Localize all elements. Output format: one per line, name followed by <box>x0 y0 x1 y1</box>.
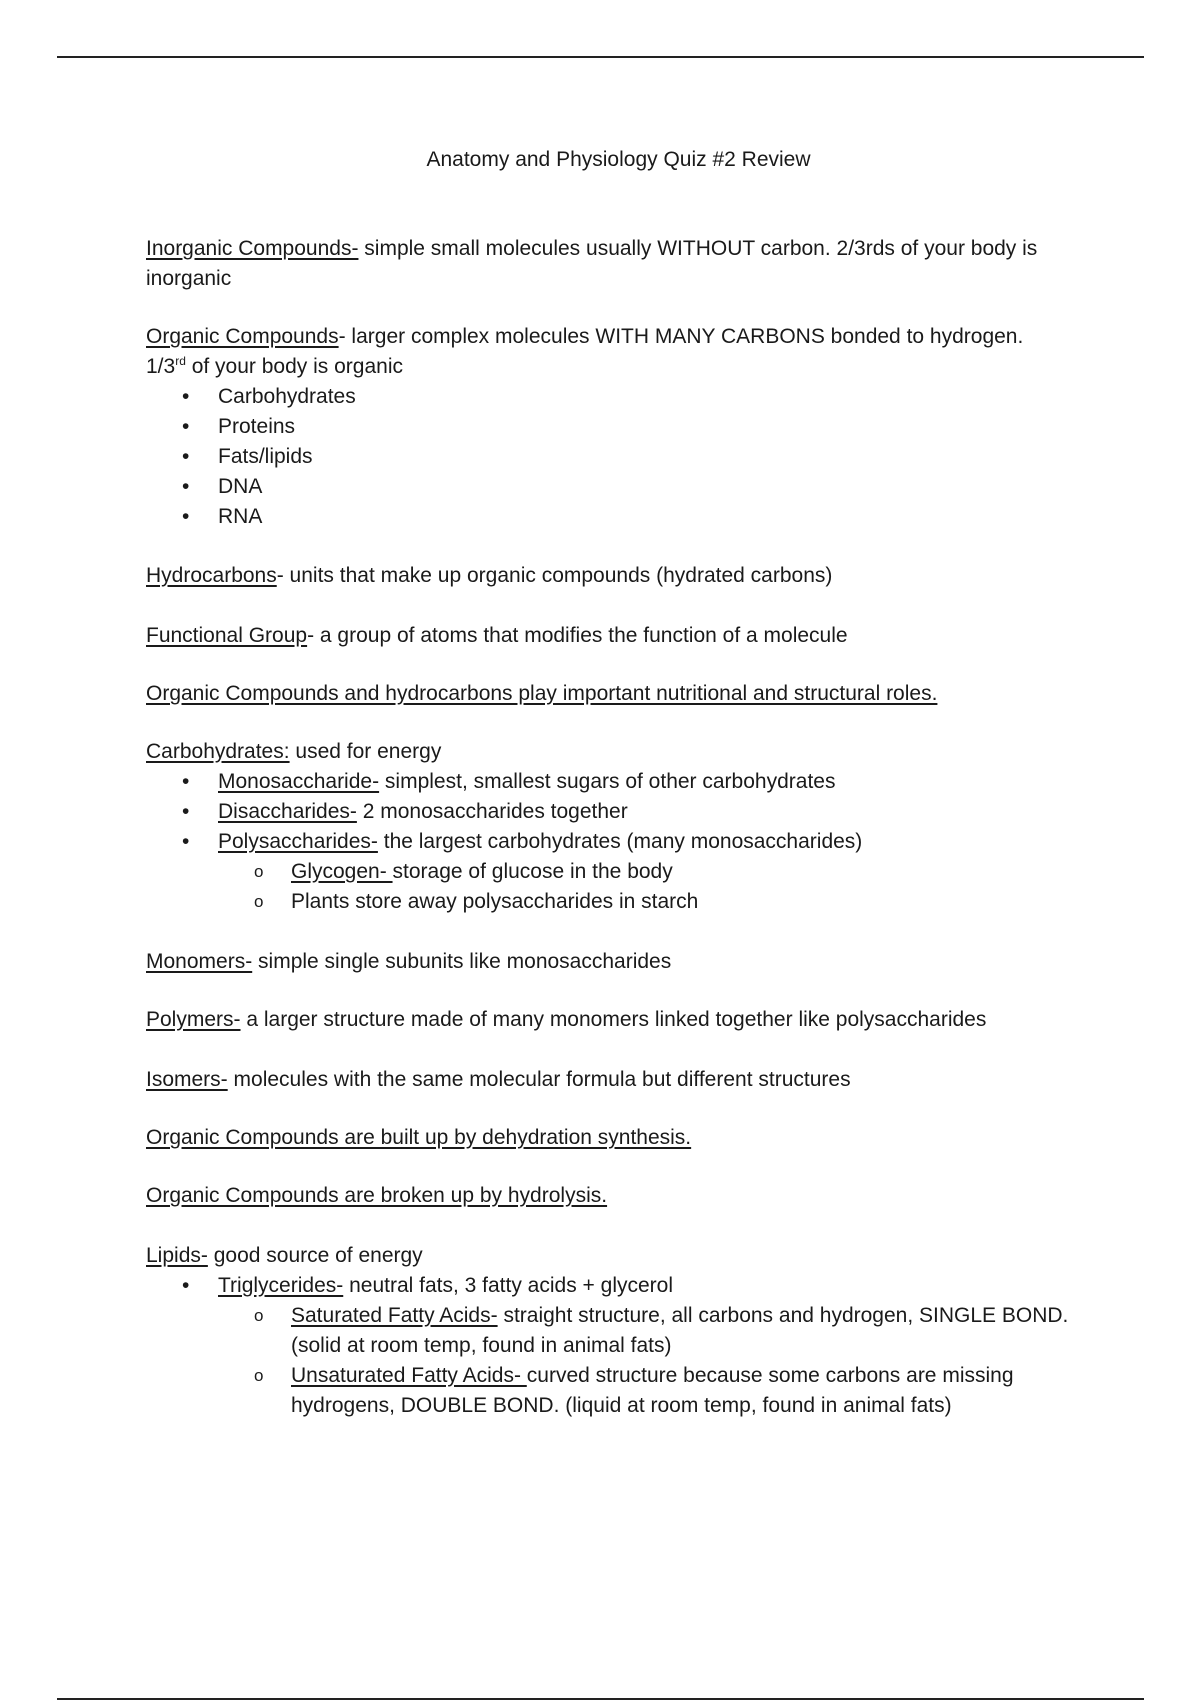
list-subitem-text: straight structure, all carbons and hydrogen, SINGLE BOND. (solid at room temp, found in animal fats) <box>291 1304 1069 1357</box>
list-item <box>146 412 1086 442</box>
organic-fraction-sup: rd <box>175 354 186 368</box>
term-polymers: Polymers- <box>146 1008 241 1031</box>
list-subitem-text: storage of glucose in the body <box>392 860 673 883</box>
list-item-text: Fats/lipids <box>218 445 313 468</box>
term-monomers: Monomers- <box>146 950 253 973</box>
list-item <box>146 442 1086 472</box>
list-item <box>146 382 1086 412</box>
roles-statement <box>146 679 1086 709</box>
built-up-text: Organic Compounds are built up by dehydration synthesis. <box>146 1126 692 1149</box>
term-functional-group: Functional Group <box>146 624 308 647</box>
list-subitem <box>146 1361 1086 1421</box>
organic-fraction-text: of your body is organic <box>185 355 403 378</box>
term-carbohydrates: Carbohydrates: <box>146 740 290 763</box>
list-item-text: 2 monosaccharides together <box>356 800 628 823</box>
carbohydrates-section <box>146 737 1086 917</box>
built-up-statement <box>146 1123 1086 1153</box>
list-item-text: DNA <box>218 475 263 498</box>
text-isomers: molecules with the same molecular formula but different structures <box>227 1068 851 1091</box>
term-monosaccharide: Monosaccharide- <box>218 770 380 793</box>
carbohydrates-list <box>146 767 1086 917</box>
list-subitem <box>146 857 1086 887</box>
broken-up-statement <box>146 1181 1086 1211</box>
bullet-icon: • <box>182 445 190 468</box>
text-hydrocarbons: - units that make up organic compounds (hydrated carbons) <box>276 564 833 587</box>
text-lipids: good source of energy <box>207 1244 423 1267</box>
broken-up-text: Organic Compounds are broken up by hydrolysis. <box>146 1184 608 1207</box>
term-lipids: Lipids- <box>146 1244 208 1267</box>
bullet-icon: • <box>182 800 190 823</box>
bullet-icon: • <box>182 770 190 793</box>
term-organic: Organic Compounds <box>146 325 339 348</box>
term-saturated-fatty-acids: Saturated Fatty Acids- <box>291 1304 498 1327</box>
text-carbohydrates: used for energy <box>289 740 442 763</box>
list-item-text: Proteins <box>218 415 296 438</box>
list-item-text: the largest carbohydrates (many monosaccharides) <box>377 830 863 853</box>
list-item <box>146 472 1086 502</box>
organic-definition <box>146 322 1086 532</box>
organic-list <box>146 382 1086 532</box>
bullet-icon: • <box>182 1274 190 1297</box>
list-subitem-text: curved structure because some carbons are missing hydrogens, DOUBLE BOND. (liquid at room temp, found in animal fats) <box>291 1364 1014 1417</box>
list-item <box>146 502 1086 532</box>
sub-bullet-icon: o <box>254 1306 264 1325</box>
header-rule <box>57 56 1144 58</box>
document-title: Anatomy and Physiology Quiz #2 Review <box>426 148 811 171</box>
term-glycogen: Glycogen- <box>291 860 393 883</box>
sub-bullet-icon: o <box>254 1366 264 1385</box>
list-item <box>146 827 1086 857</box>
bullet-icon: • <box>182 385 190 408</box>
organic-fraction: 1/3 <box>146 355 176 378</box>
lipids-section <box>146 1241 1086 1421</box>
term-inorganic: Inorganic Compounds- <box>146 237 359 260</box>
sub-bullet-icon: o <box>254 862 264 881</box>
term-triglycerides: Triglycerides- <box>218 1274 344 1297</box>
list-item-text: RNA <box>218 505 263 528</box>
list-subitem-text: Plants store away polysaccharides in starch <box>291 890 699 913</box>
text-polymers: a larger structure made of many monomers linked together like polysaccharides <box>240 1008 987 1031</box>
list-item <box>146 767 1086 797</box>
bullet-icon: • <box>182 415 190 438</box>
term-polysaccharides: Polysaccharides- <box>218 830 378 853</box>
isomers-definition <box>146 1065 1086 1095</box>
list-item-text: simplest, smallest sugars of other carbohydrates <box>379 770 836 793</box>
list-subitem <box>146 1301 1086 1361</box>
term-disaccharides: Disaccharides- <box>218 800 357 823</box>
polymers-definition <box>146 1005 1086 1035</box>
list-item <box>146 1271 1086 1301</box>
hydrocarbons-definition <box>146 561 1086 591</box>
text-functional-group: - a group of atoms that modifies the function of a molecule <box>307 624 848 647</box>
list-subitem <box>146 887 1086 917</box>
text-monomers: simple single subunits like monosaccharides <box>252 950 672 973</box>
text-inorganic: simple small molecules usually WITHOUT carbon. 2/3rds of your body is inorganic <box>146 237 1038 290</box>
text-organic: - larger complex molecules WITH MANY CARBONS bonded to hydrogen. <box>338 325 1024 348</box>
functional-group-definition <box>146 621 1086 651</box>
term-hydrocarbons: Hydrocarbons <box>146 564 277 587</box>
bullet-icon: • <box>182 505 190 528</box>
term-unsaturated-fatty-acids: Unsaturated Fatty Acids- <box>291 1364 527 1387</box>
list-item <box>146 797 1086 827</box>
roles-statement-text: Organic Compounds and hydrocarbons play important nutritional and structural roles. <box>146 682 938 705</box>
monomers-definition <box>146 947 1086 977</box>
bullet-icon: • <box>182 475 190 498</box>
list-item-text: Carbohydrates <box>218 385 356 408</box>
lipids-list <box>146 1271 1086 1421</box>
list-item-text: neutral fats, 3 fatty acids + glycerol <box>343 1274 673 1297</box>
sub-bullet-icon: o <box>254 892 264 911</box>
bullet-icon: • <box>182 830 190 853</box>
term-isomers: Isomers- <box>146 1068 228 1091</box>
inorganic-definition <box>146 234 1086 294</box>
